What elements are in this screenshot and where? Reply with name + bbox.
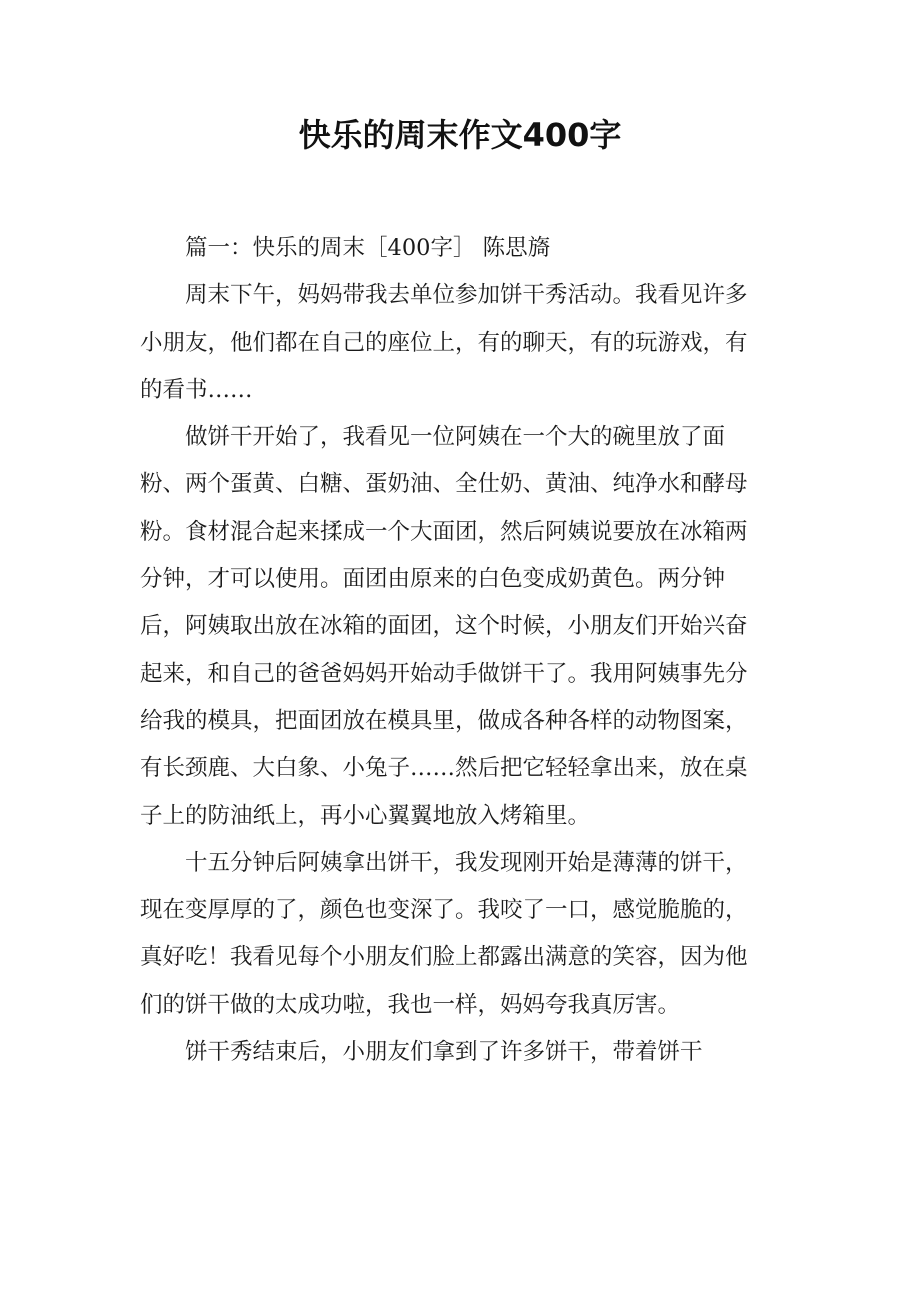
paragraph: 做饼干开始了，我看见一位阿姨在一个大的碗里放了面粉、两个蛋黄、白糖、蛋奶油、全仕奶、黄油、纯净水和酵母粉。食材混合起来揉成一个大面团，然后阿姨说要放在冰箱两分钟，才可以使用。面团由原来的白色变成奶黄色。两分钟后，阿姨取出放在冰箱的面团，这个时候，小朋友们开始兴奋起来，和自己的爸爸妈妈开始动手做饼干了。我用阿姨事先分给我的模具，把面团放在模具里，做成各种各样的动物图案，有长颈鹿、大白象、小兔子……然后把它轻轻拿出来，放在桌子上的防油纸上，再小心翼翼地放入烤箱里。 <box>140 424 748 829</box>
article-body <box>140 225 760 1076</box>
page-title: 快乐的周末作文400字 <box>298 116 622 154</box>
article-subtitle: 篇一：快乐的周末［400字］ 陈思旖 <box>185 235 551 261</box>
paragraph: 周末下午，妈妈带我去单位参加饼干秀活动。我看见许多小朋友，他们都在自己的座位上，有的聊天，有的玩游戏，有的看书…… <box>140 282 748 403</box>
paragraph: 饼干秀结束后，小朋友们拿到了许多饼干，带着饼干 <box>185 1039 703 1066</box>
paragraph: 十五分钟后阿姨拿出饼干，我发现刚开始是薄薄的饼干，现在变厚厚的了，颜色也变深了。我咬了一口，感觉脆脆的，真好吃！我看见每个小朋友们脸上都露出满意的笑容，因为他们的饼干做的太成功啦，我也一样，妈妈夸我真厉害。 <box>140 849 748 1018</box>
